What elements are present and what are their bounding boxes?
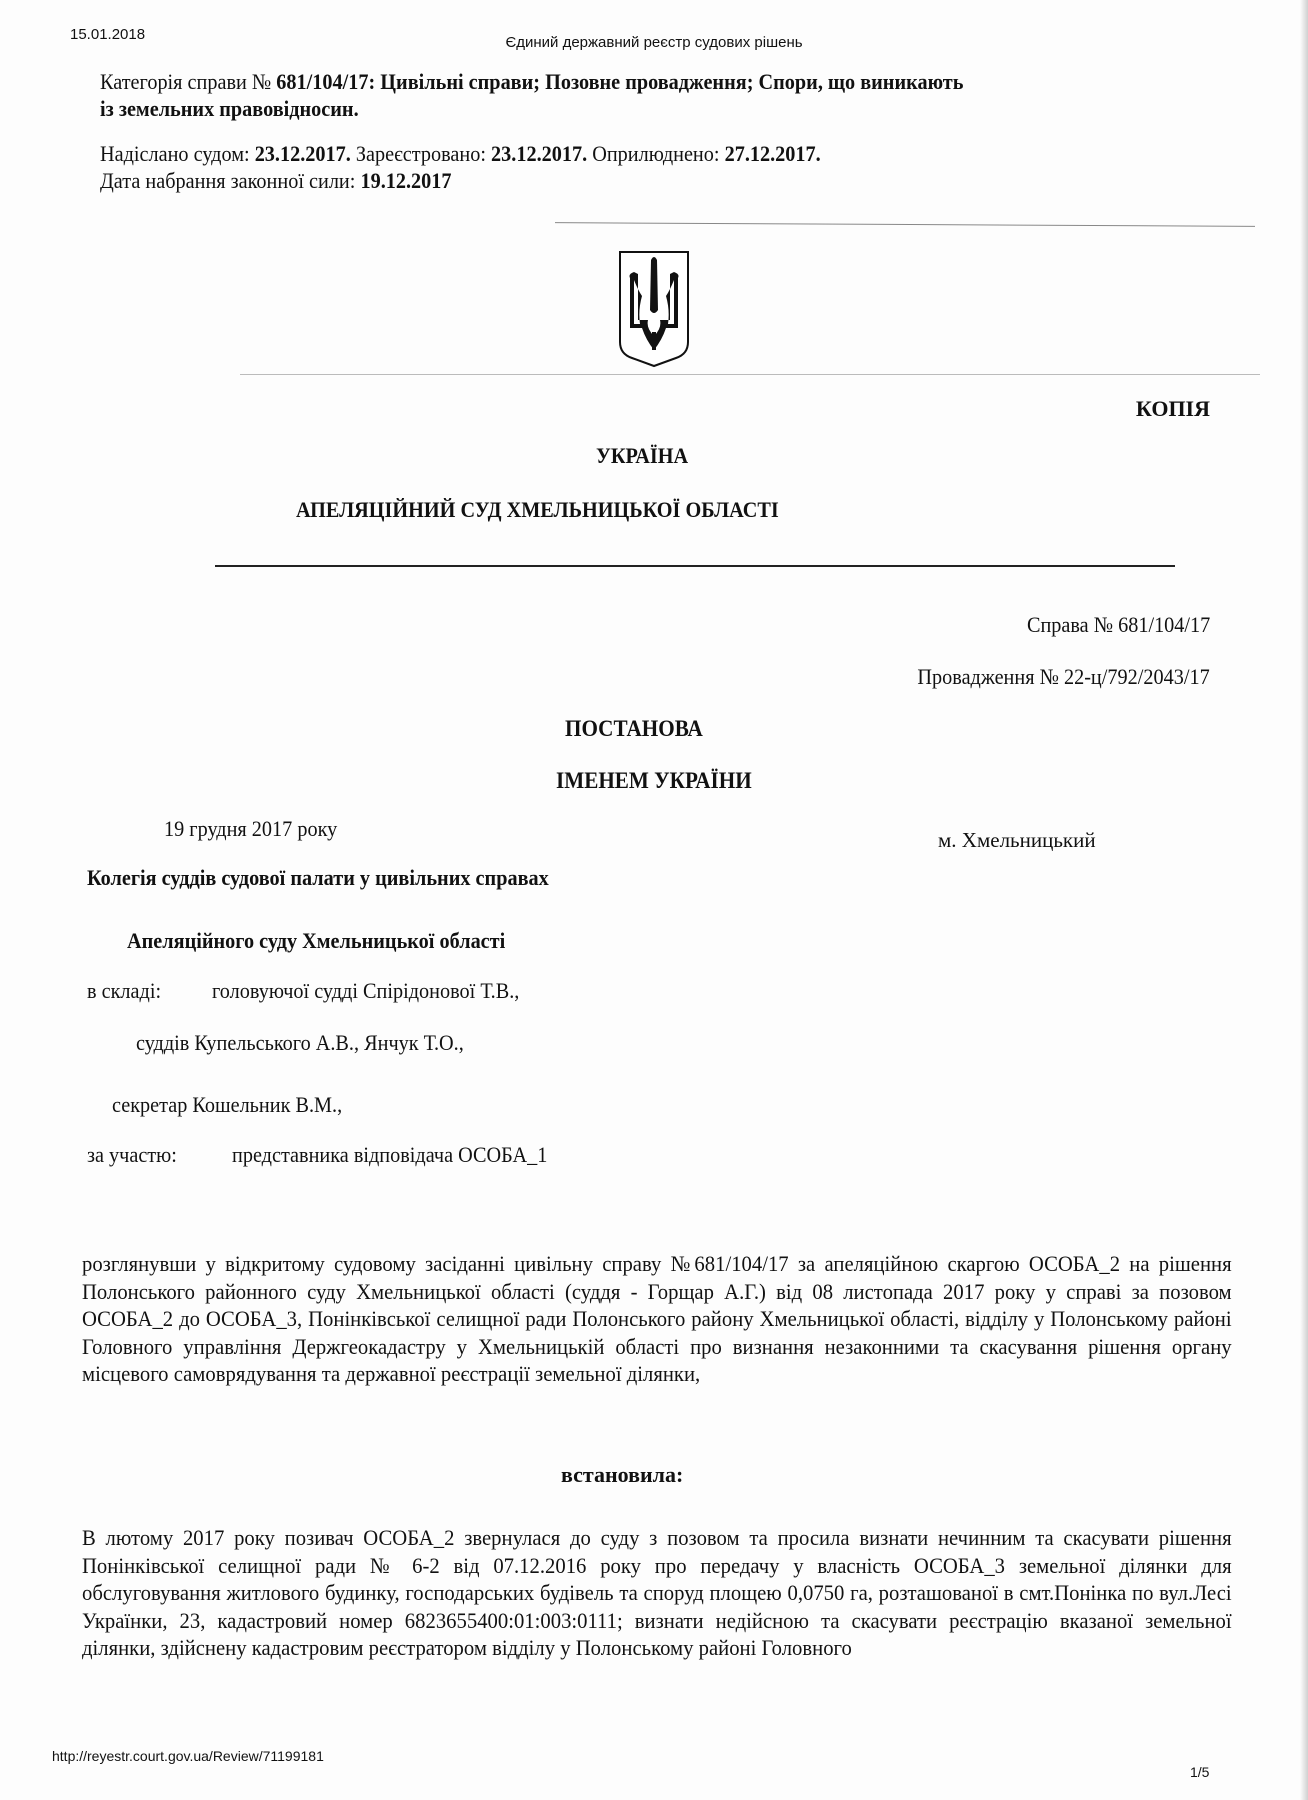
- page-edge-shadow: [1300, 0, 1308, 1800]
- body-paragraph: [82, 1524, 1232, 1662]
- divider-court: [215, 565, 1175, 567]
- published-label: Оприлюднено:: [587, 141, 725, 166]
- case-dates: [100, 140, 821, 167]
- composition-label: в складі:: [87, 978, 162, 1003]
- case-number: Справа № 681/104/17: [1026, 612, 1210, 637]
- effective-label: Дата набрання законної сили:: [100, 168, 361, 193]
- page-number: 1/5: [1190, 1764, 1210, 1780]
- category-value: 681/104/17: Цивільні справи; Позовне провадження; Спори, що виникають: [276, 69, 964, 94]
- copy-stamp: КОПІЯ: [1135, 396, 1210, 421]
- participation-label: за участю:: [87, 1142, 177, 1167]
- presiding-judge: головуючої судді Спірідонової Т.В.,: [212, 978, 520, 1003]
- source-url[interactable]: http://reyestr.court.gov.ua/Review/71199181: [52, 1748, 324, 1764]
- registered-label: Зареєстровано:: [350, 141, 492, 166]
- collegium: Колегія суддів судової палати у цивільних справах: [87, 865, 549, 890]
- effective-value: 19.12.2017: [360, 168, 452, 193]
- decision-place: м. Хмельницький: [938, 828, 1096, 852]
- published-value: 27.12.2017.: [724, 141, 821, 166]
- sent-label: Надіслано судом:: [100, 141, 255, 166]
- decision-type: ПОСТАНОВА: [565, 716, 703, 741]
- secretary: секретар Кошельник В.М.,: [112, 1092, 343, 1117]
- country-heading: УКРАЇНА: [596, 443, 689, 468]
- court-heading: АПЕЛЯЦІЙНИЙ СУД ХМЕЛЬНИЦЬКОЇ ОБЛАСТІ: [296, 497, 779, 522]
- participant: представника відповідача ОСОБА_1: [232, 1142, 548, 1167]
- proceeding-number: Провадження № 22-ц/792/2043/17: [917, 664, 1210, 689]
- ukraine-coat-of-arms-icon: [618, 250, 690, 368]
- panel-judges: суддів Купельського А.В., Янчук Т.О.,: [136, 1030, 464, 1055]
- decision-date: 19 грудня 2017 року: [164, 816, 338, 841]
- category-label: Категорія справи №: [100, 69, 277, 94]
- body-text: В лютому 2017 року позивач ОСОБА_2 звернулася до суду з позовом та просила визнати нечинним та скасувати рішення Понінківської селищної ради № 6-2 від 07.12.2016 року про передачу у власність ОСОБА_3 земельної ділянки для обслуговування житлового будинку, господарських будівель та споруд площею 0,0750 га, розташованої в смт.Понінка по вул.Лесі Українки, 23, кадастровий номер 6823655400:01:003:0111; визнати недійсною та скасувати реєстрацію вказаної земельної ділянки, здійснену кадастровим реєстратором відділу у Полонському районі Головного: [82, 1525, 1232, 1660]
- case-category-cont: [100, 95, 359, 122]
- print-date: 15.01.2018: [70, 26, 146, 43]
- panel-court: Апеляційного суду Хмельницької області: [127, 928, 506, 953]
- effective-date: [100, 167, 452, 194]
- divider-mid: [240, 374, 1260, 375]
- considered-text: розглянувши у відкритому судовому засіданні цивільну справу №681/104/17 за апеляційною скаргою ОСОБА_2 на рішення Полонського районного суду Хмельницької області (суддя - Горщар А.Г.) від 08 листопада 2017 року у справі за позовом ОСОБА_2 до ОСОБА_3, Понінківської селищної ради Полонського району Хмельницької області, відділу у Полонському районі Головного управління Держгеокадастру у Хмельницькій області про визнання незаконними та скасування рішення органу місцевого самоврядування та державної реєстрації земельної ділянки,: [82, 1251, 1232, 1386]
- sent-value: 23.12.2017.: [254, 141, 351, 166]
- decision-in-name-of: ІМЕНЕМ УКРАЇНИ: [556, 768, 752, 793]
- registered-value: 23.12.2017.: [491, 141, 588, 166]
- registry-title: Єдиний державний реєстр судових рішень: [505, 34, 803, 51]
- considered-paragraph: [82, 1250, 1232, 1388]
- established-heading: встановила:: [561, 1462, 684, 1487]
- case-category: [100, 68, 963, 95]
- category-value-cont: із земельних правовідносин.: [100, 96, 359, 121]
